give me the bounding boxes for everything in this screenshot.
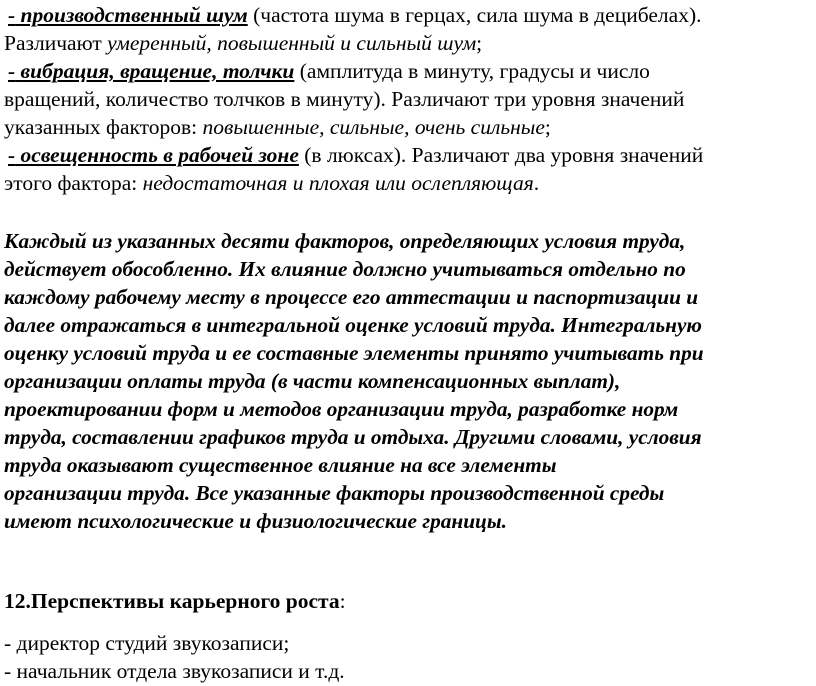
factor-lighting-line-2: этого фактора: недостаточная и плохая или ослепляющая. [4, 171, 540, 195]
factor-lighting-line-1 [8, 142, 703, 168]
paragraph-line: труда оказывают существенное влияние на все элементы [4, 453, 557, 477]
factor-vibration-units: (амплитуда в минуту, градусы и число [294, 59, 650, 83]
career-list-item: - начальник отдела звукозаписи и т.д. [4, 659, 345, 683]
paragraph-line: оценку условий труда и ее составные элементы принято учитывать при [4, 341, 704, 365]
paragraph-line: труда, составлении графиков труда и отдыха. Другими словами, условия [4, 425, 702, 449]
factor-noise-units: (частота шума в герцах, сила шума в децибелах). [247, 3, 702, 27]
career-list-item: - директор студий звукозаписи; [4, 631, 290, 655]
factor-noise-levels: умеренный, повышенный и сильный шум [107, 31, 477, 55]
factor-lighting-levels: недостаточная и плохая или ослепляющая [142, 171, 534, 195]
factor-vibration-line-3: указанных факторов: повышенные, сильные, очень сильные; [4, 115, 551, 139]
section-heading-text: 12.Перспективы карьерного роста [4, 589, 340, 613]
factor-vibration-line-1 [8, 58, 650, 84]
factor-lighting-units: (в люксах). Различают два уровня значений [298, 143, 704, 167]
paragraph-line: далее отражаться в интегральной оценке условий труда. Интегральную [4, 313, 702, 337]
factor-noise-term: - производственный шум [8, 3, 248, 27]
paragraph-line: имеют психологические и физиологические границы. [4, 509, 508, 533]
paragraph-line: организации оплаты труда (в части компенсационных выплат), [4, 369, 621, 393]
paragraph-line: проектировании форм и методов организации труда, разработке норм [4, 397, 679, 421]
factor-vibration-line-2: вращений, количество толчков в минуту). Различают три уровня значений [4, 87, 685, 111]
factor-lighting-term: - освещенность в рабочей зоне [8, 143, 299, 167]
factor-vibration-term: - вибрация, вращение, толчки [8, 59, 295, 83]
factor-noise-line-1 [8, 2, 702, 28]
paragraph-line: действует обособленно. Их влияние должно учитываться отдельно по [4, 257, 686, 281]
factor-noise-line-2: Различают умеренный, повышенный и сильный шум; [4, 31, 483, 55]
paragraph-line: Каждый из указанных десяти факторов, определяющих условия труда, [4, 229, 686, 253]
paragraph-line: организации труда. Все указанные факторы производственной среды [4, 481, 665, 505]
section-heading: 12.Перспективы карьерного роста: [4, 589, 346, 613]
factor-vibration-levels: повышенные, сильные, очень сильные [202, 115, 545, 139]
paragraph-line: каждому рабочему месту в процессе его аттестации и паспортизации и [4, 285, 699, 309]
